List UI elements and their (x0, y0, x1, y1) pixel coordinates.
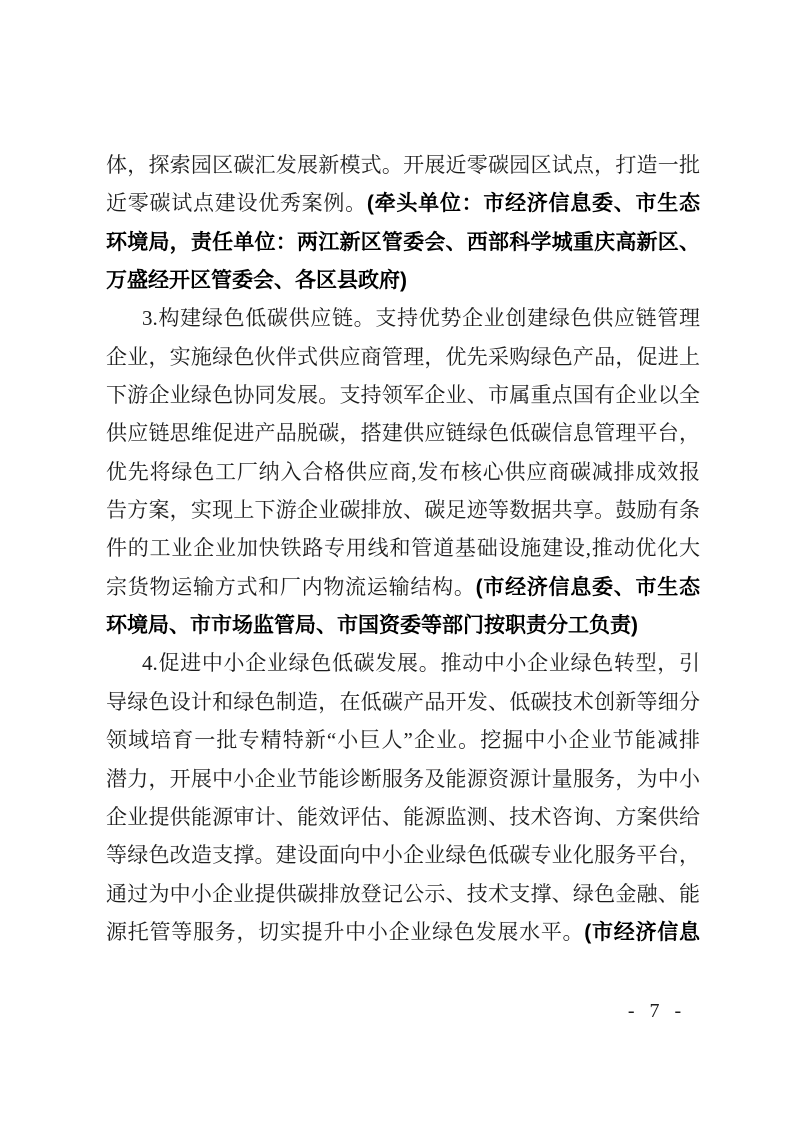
text-line (106, 299, 700, 337)
text-line (106, 376, 700, 414)
paragraph-item-4 (106, 644, 700, 951)
body-text-segment: 3.构建绿色低碳供应链。支持优势企业创建绿色供应链管理 (142, 306, 700, 331)
text-line (106, 146, 700, 184)
body-text-segment: 近零碳试点建设优秀案例。 (106, 191, 367, 216)
responsible-unit-annotation: (市经济信息委、市生态 (475, 575, 700, 599)
body-text (106, 146, 700, 951)
text-line (106, 683, 700, 721)
body-text-segment: 领域培育一批专精特新“小巨人”企业。挖掘中小企业节能减排 (106, 728, 700, 753)
text-line (106, 875, 700, 913)
paragraph-item-3 (106, 299, 700, 644)
body-text-segment: 供应链思维促进产品脱碳，搭建供应链绿色低碳信息管理平台， (106, 421, 700, 446)
text-line (106, 491, 700, 529)
text-line (106, 760, 700, 798)
text-line (106, 606, 700, 644)
body-text-segment: 告方案，实现上下游企业碳排放、碳足迹等数据共享。鼓励有条 (106, 498, 700, 523)
responsible-unit-annotation: 万盛经开区管委会、各区县政府) (106, 269, 407, 293)
text-line (106, 798, 700, 836)
body-text-segment: 导绿色设计和绿色制造，在低碳产品开发、低碳技术创新等细分 (106, 689, 700, 714)
responsible-unit-annotation: (牵头单位：市经济信息委、市生态 (366, 192, 700, 216)
text-line (106, 836, 700, 874)
body-text-segment: 体，探索园区碳汇发展新模式。开展近零碳园区试点，打造一批 (106, 153, 700, 177)
body-text-segment: 源托管等服务，切实提升中小企业绿色发展水平。 (106, 919, 585, 944)
responsible-unit-annotation: 环境局、市市场监管局、市国资委等部门按职责分工负责) (106, 614, 638, 638)
body-text-segment: 等绿色改造支撑。建设面向中小企业绿色低碳专业化服务平台， (106, 843, 700, 868)
body-text-segment: 企业，实施绿色伙伴式供应商管理，优先采购绿色产品，促进上 (106, 344, 700, 369)
text-line (106, 338, 700, 376)
body-text-segment: 企业提供能源审计、能效评估、能源监测、技术咨询、方案供给 (106, 804, 700, 829)
body-text-segment: 通过为中小企业提供碳排放登记公示、技术支撑、绿色金融、能 (106, 881, 700, 906)
body-text-segment: 潜力，开展中小企业节能诊断服务及能源资源计量服务，为中小 (106, 766, 700, 791)
text-line (106, 568, 700, 606)
text-line (106, 414, 700, 452)
text-line (106, 721, 700, 759)
text-line (106, 184, 700, 222)
body-text-segment: 下游企业绿色协同发展。支持领军企业、市属重点国有企业以全 (106, 383, 700, 408)
text-line (106, 453, 700, 491)
responsible-unit-annotation: (市经济信息 (584, 920, 700, 944)
text-line (106, 644, 700, 682)
body-text-segment: 件的工业企业加快铁路专用线和管道基础设施建设,推动优化大 (106, 536, 700, 561)
text-line (106, 913, 700, 951)
text-line (106, 529, 700, 567)
text-line (106, 223, 700, 261)
text-line (106, 261, 700, 299)
body-text-segment: 宗货物运输方式和厂内物流运输结构。 (106, 574, 476, 599)
body-text-segment: 优先将绿色工厂纳入合格供应商,发布核心供应商碳减排成效报 (106, 459, 700, 484)
body-text-segment: 4.促进中小企业绿色低碳发展。推动中小企业绿色转型，引 (142, 651, 700, 676)
page-number: - 7 - (627, 1000, 687, 1022)
responsible-unit-annotation: 环境局，责任单位：两江新区管委会、西部科学城重庆高新区、 (106, 230, 700, 254)
paragraph-continuation (106, 146, 700, 299)
